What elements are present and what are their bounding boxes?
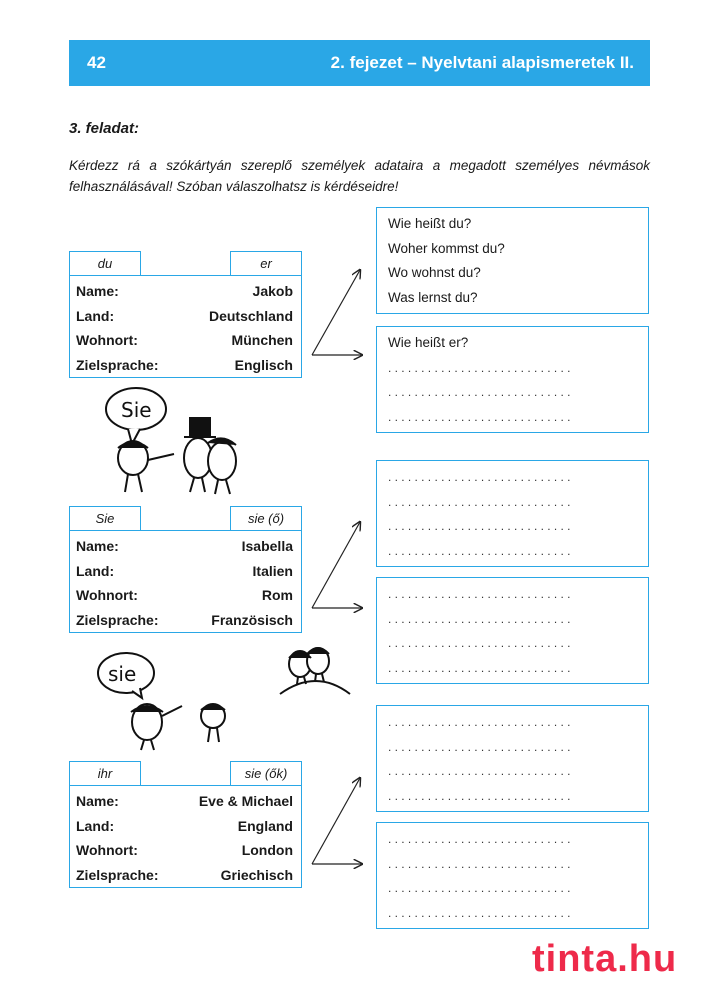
row-value: Eve & Michael [198,793,293,809]
cartoon-group-2 [98,648,350,750]
answer-dotted-line[interactable]: ............................ [388,788,574,803]
row-value: Italien [252,562,293,579]
answer-dotted-line[interactable]: ............................ [388,611,574,626]
row-label: Land: [76,307,115,324]
row-value: London [241,842,293,858]
answer-dotted-line[interactable]: ............................ [388,587,574,601]
answer-dotted-line[interactable]: ............................ [388,856,574,871]
answer-dotted-line[interactable]: ............................ [388,881,574,895]
question-line: Woher kommst du? [388,240,505,256]
row-label: Zielsprache: [76,866,159,883]
row-label: Wohnort: [76,842,138,858]
card-tab-pronoun-right: er [230,251,302,275]
exercise-title: 3. feladat: [69,120,140,137]
row-value: München [231,332,293,348]
cartoon-group-1 [106,388,236,494]
question-line: Wie heißt er? [388,335,469,350]
answer-dotted-line[interactable]: ............................ [388,519,574,533]
question-line: Wie heißt du? [388,216,472,231]
exercise-instruction: Kérdezz rá a szókártyán szereplő személyek adataira a megadott személyes névmások felhasználásával! Szóban válaszolhatsz is kérdéseidre! [69,158,650,194]
row-value: Jakob [252,283,293,299]
answer-dotted-line[interactable]: ............................ [388,832,574,846]
row-value: Englisch [234,356,293,373]
row-value: Isabella [241,538,293,554]
answer-dotted-line[interactable]: ............................ [388,360,574,375]
speech-bubble-text: Sie [121,398,152,422]
card-tab-pronoun-left: Sie [69,506,141,530]
page-number: 42 [87,53,106,72]
row-value: Französisch [211,611,293,628]
answer-dotted-line[interactable]: ............................ [388,905,574,920]
row-label: Wohnort: [76,587,138,603]
answer-dotted-line[interactable]: ............................ [388,764,574,778]
question-line: Was lernst du? [388,289,478,305]
arrow-icon [312,778,360,864]
card-tab-pronoun-right: sie (ők) [230,761,302,785]
row-value: Griechisch [220,866,293,883]
arrow-pair-3 [312,778,362,864]
arrow-pair-2 [312,522,362,608]
row-label: Land: [76,562,115,579]
row-label: Land: [76,817,115,834]
card-tab-pronoun-left: ihr [69,761,141,785]
speech-bubble-text: sie [108,662,137,686]
answer-dotted-line[interactable]: ............................ [388,715,574,729]
answer-dotted-line[interactable]: ............................ [388,385,574,399]
row-label: Name: [76,283,119,299]
row-label: Zielsprache: [76,356,159,373]
arrow-pair-1 [312,270,362,355]
arrow-icon [312,270,360,355]
row-label: Name: [76,793,119,809]
answer-dotted-line[interactable]: ............................ [388,470,574,484]
answer-dotted-line[interactable]: ............................ [388,660,574,675]
arrow-icon [312,522,360,608]
row-label: Wohnort: [76,332,138,348]
answer-dotted-line[interactable]: ............................ [388,409,574,424]
row-value: Rom [261,587,293,603]
answer-dotted-line[interactable]: ............................ [388,543,574,558]
watermark: tinta.hu [532,938,678,980]
card-tab-pronoun-right: sie (ő) [230,506,302,530]
row-label: Zielsprache: [76,611,159,628]
chapter-title: 2. fejezet – Nyelvtani alapismeretek II. [330,53,634,72]
row-value: Deutschland [208,307,293,324]
answer-dotted-line[interactable]: ............................ [388,494,574,509]
answer-dotted-line[interactable]: ............................ [388,636,574,650]
answer-dotted-line[interactable]: ............................ [388,739,574,754]
row-value: England [237,817,293,834]
question-line: Wo wohnst du? [388,265,481,280]
card-tab-pronoun-left: du [69,251,141,275]
row-label: Name: [76,538,119,554]
